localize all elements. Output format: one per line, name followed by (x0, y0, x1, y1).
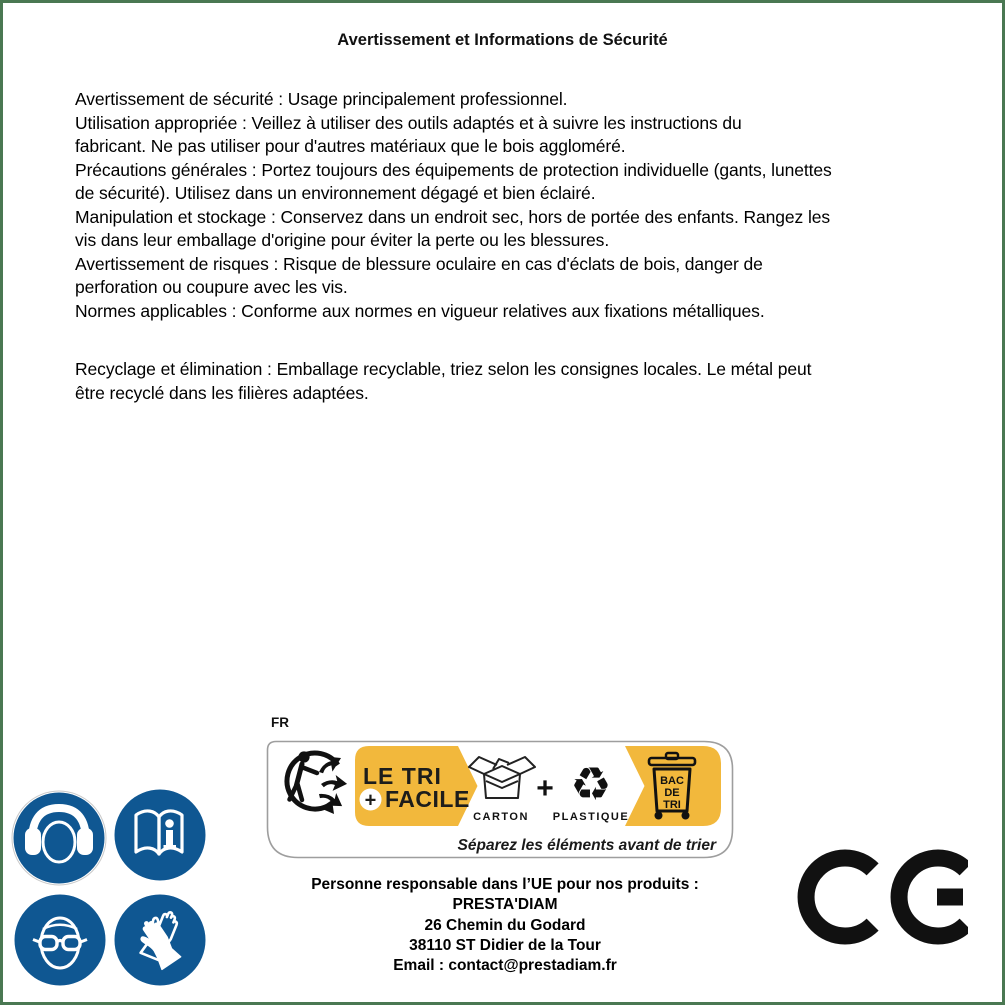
body-line: de sécurité). Utilisez dans un environnement dégagé et bien éclairé. (75, 183, 596, 203)
body-line: Avertissement de sécurité : Usage principalement professionnel. (75, 89, 568, 109)
body-line: Avertissement de risques : Risque de blessure oculaire en cas d'éclats de bois, danger de (75, 253, 763, 274)
read-manual-icon (112, 787, 208, 883)
address-line: Email : contact@prestadiam.fr (393, 957, 617, 975)
address-line: 26 Chemin du Godard (424, 916, 586, 934)
body-line: être recyclé dans les filières adaptées. (75, 382, 369, 403)
info-tri-banner (266, 740, 734, 859)
material-label-carton: CARTON (473, 811, 529, 823)
headline-plus: + (364, 789, 377, 812)
body-line: Recyclage et élimination : Emballage recyclable, triez selon les consignes locales. Le métal peut (75, 359, 812, 379)
bin-label-line: TRI (663, 799, 681, 811)
safety-paragraph (75, 88, 832, 323)
recycling-triangle-icon: ♻ (570, 757, 612, 811)
banner-footer-text: Séparez les éléments avant de trier (457, 837, 716, 854)
ear-protection-icon (11, 789, 107, 887)
ce-marking-icon (796, 845, 968, 949)
page-title: Avertissement et Informations de Sécurité (337, 31, 668, 49)
material-label-plastique: PLASTIQUE (552, 811, 630, 823)
address-line: 38110 ST Didier de la Tour (409, 936, 601, 954)
bin-label-line: BAC (660, 775, 684, 787)
address-line: Personne responsable dans l’UE pour nos produits : (311, 876, 699, 893)
body-line: Manipulation et stockage : Conservez dans un endroit sec, hors de portée des enfants. Rangez les (75, 206, 831, 227)
headline-line1: LE TRI (363, 763, 442, 789)
bin-label-line: DE (664, 787, 680, 799)
eye-protection-icon (12, 892, 108, 988)
recycling-paragraph (75, 358, 811, 405)
body-line: vis dans leur emballage d'origine pour éviter la perte ou les blessures. (75, 230, 610, 250)
body-line: Précautions générales : Portez toujours des équipements de protection individuelle (gants, lunettes (75, 159, 832, 180)
body-line: Utilisation appropriée : Veillez à utiliser des outils adaptés et à suivre les instructions du (75, 112, 742, 133)
body-line: Normes applicables : Conforme aux normes en vigueur relatives aux fixations métalliques. (75, 300, 765, 321)
country-code-label: FR (271, 715, 289, 730)
body-line: fabricant. Ne pas utiliser pour d'autres matériaux que le bois aggloméré. (75, 136, 626, 156)
address-line: PRESTA'DIAM (452, 896, 558, 914)
headline-line2: FACILE (385, 786, 470, 812)
materials-separator: + (536, 772, 554, 805)
responsible-person-block (155, 875, 855, 976)
body-line: perforation ou coupure avec les vis. (75, 277, 348, 297)
